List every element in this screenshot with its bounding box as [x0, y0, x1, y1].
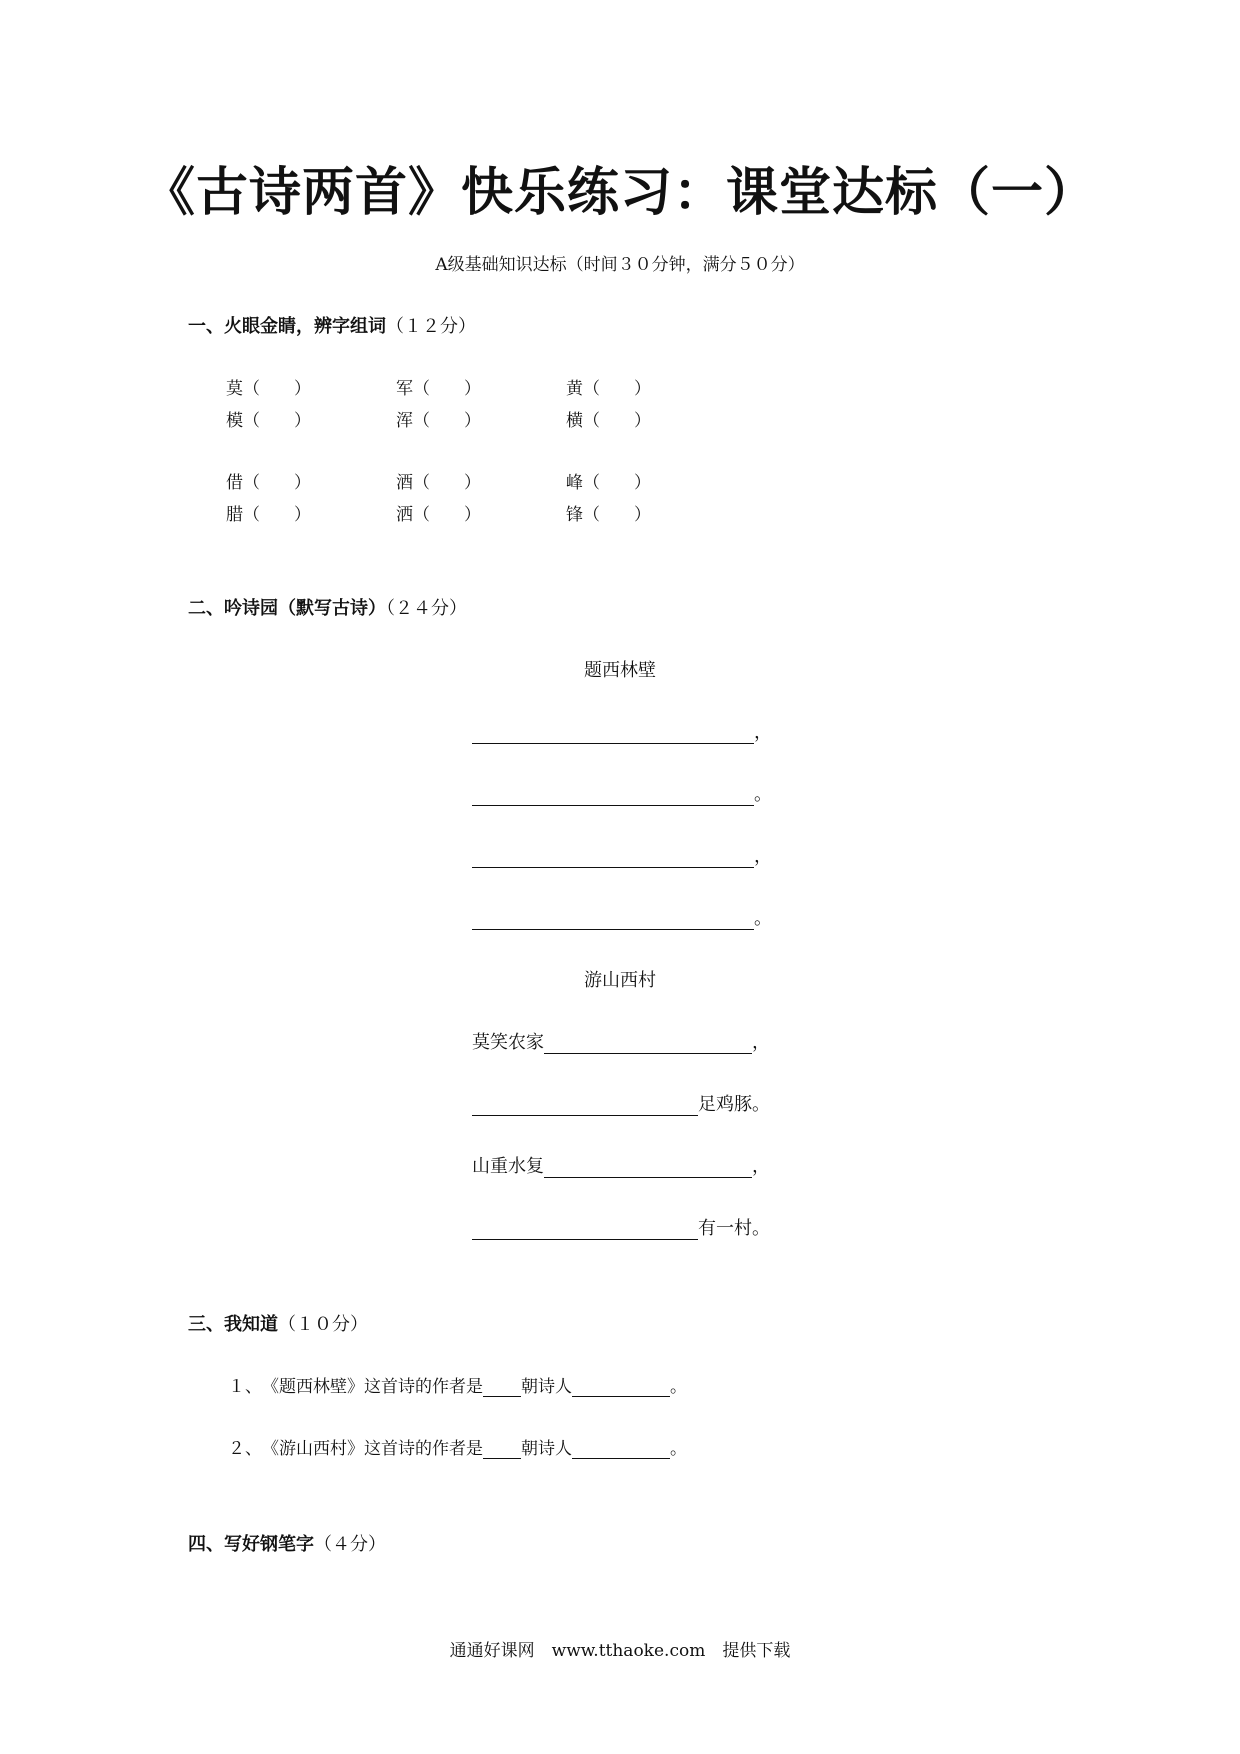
section3-title: 三、我知道	[188, 1314, 278, 1335]
page-footer: 通通好课网 www.tthaoke.com 提供下载	[449, 1641, 791, 1661]
line-suffix: ，	[752, 1032, 770, 1053]
char-item: 横（ ）	[566, 411, 651, 431]
dynasty-blank[interactable]	[483, 1376, 521, 1397]
question-number: １、	[228, 1377, 262, 1397]
section2-heading	[188, 594, 467, 620]
dynasty-blank[interactable]	[483, 1438, 521, 1459]
answer-blank[interactable]	[472, 909, 754, 930]
line-punct: 。	[754, 784, 772, 805]
poem1-line	[472, 842, 772, 868]
poem2-line	[472, 1090, 770, 1116]
answer-blank[interactable]	[472, 1219, 698, 1240]
question-text: 《题西林壁》这首诗的作者是	[262, 1377, 483, 1397]
line-punct: 。	[754, 908, 772, 929]
char-item: 模（ ）	[226, 411, 311, 431]
page-title: 《古诗两首》快乐练习：课堂达标（一）	[142, 163, 1097, 223]
question-mid: 朝诗人	[521, 1439, 572, 1459]
section1-score: （１２分）	[386, 316, 476, 337]
poet-blank[interactable]	[572, 1438, 670, 1459]
poem2-title: 游山西村	[584, 970, 656, 991]
answer-blank[interactable]	[544, 1033, 752, 1054]
poem1-line	[472, 718, 772, 744]
char-item: 酒（ ）	[396, 473, 481, 493]
section1-heading	[188, 312, 476, 338]
question-number: ２、	[228, 1439, 262, 1459]
char-item: 锋（ ）	[566, 505, 651, 525]
poem2-line	[472, 1028, 770, 1054]
question-text: 《游山西村》这首诗的作者是	[262, 1439, 483, 1459]
section4-heading	[188, 1530, 386, 1556]
answer-blank[interactable]	[472, 723, 754, 744]
section4-score: （４分）	[314, 1534, 386, 1555]
section2-score: （２４分）	[386, 598, 467, 619]
section1-title: 一、火眼金睛，辨字组词	[188, 316, 386, 337]
line-prefix: 山重水复	[472, 1156, 544, 1177]
section3-score: （１０分）	[278, 1314, 368, 1335]
poem2-line	[472, 1152, 770, 1178]
question-end: 。	[670, 1377, 687, 1397]
char-item: 腊（ ）	[226, 505, 311, 525]
section4-title: 四、写好钢笔字	[188, 1534, 314, 1555]
section2-title: 二、吟诗园（默写古诗）	[188, 598, 386, 619]
page-subtitle: A级基础知识达标（时间３０分钟，满分５０分）	[435, 255, 805, 275]
question-mid: 朝诗人	[521, 1377, 572, 1397]
line-punct: ，	[754, 722, 772, 743]
char-item: 浑（ ）	[396, 411, 481, 431]
char-item: 黄（ ）	[566, 379, 651, 399]
line-prefix: 莫笑农家	[472, 1032, 544, 1053]
char-item: 军（ ）	[396, 379, 481, 399]
char-item: 峰（ ）	[566, 473, 651, 493]
poet-blank[interactable]	[572, 1376, 670, 1397]
line-punct: ，	[754, 846, 772, 867]
poem2-line	[472, 1214, 770, 1240]
char-item: 洒（ ）	[396, 505, 481, 525]
poem1-line	[472, 780, 772, 806]
answer-blank[interactable]	[472, 1095, 698, 1116]
line-suffix: 有一村。	[698, 1218, 770, 1239]
answer-blank[interactable]	[472, 785, 754, 806]
line-suffix: 足鸡豚。	[698, 1094, 770, 1115]
char-item: 莫（ ）	[226, 379, 311, 399]
section3-heading	[188, 1310, 368, 1336]
question-end: 。	[670, 1439, 687, 1459]
answer-blank[interactable]	[544, 1157, 752, 1178]
char-item: 借（ ）	[226, 473, 311, 493]
answer-blank[interactable]	[472, 847, 754, 868]
poem1-line	[472, 904, 772, 930]
question-item	[228, 1434, 687, 1459]
poem1-title: 题西林壁	[584, 660, 656, 681]
line-suffix: ，	[752, 1156, 770, 1177]
question-item	[228, 1372, 687, 1397]
